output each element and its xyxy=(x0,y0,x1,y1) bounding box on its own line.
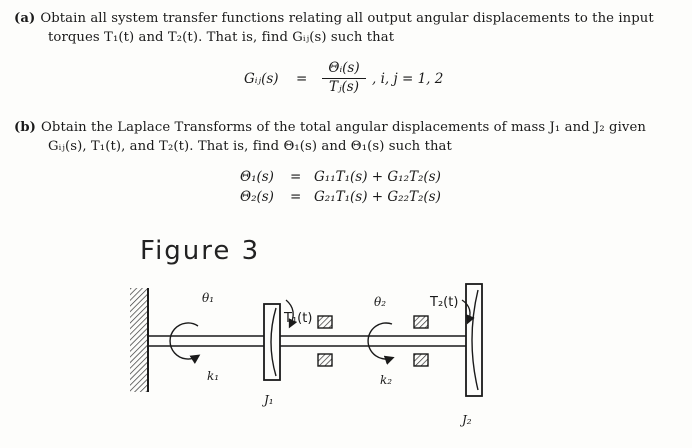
part-a-line1: Obtain all system transfer functions relating all output angular displacements to the input xyxy=(40,11,654,26)
eq-lhs: Gᵢⱼ(s) xyxy=(244,71,279,87)
ground-wall xyxy=(130,288,148,392)
j2-label: J₂ xyxy=(462,413,472,427)
t1-label: T₁(t) xyxy=(284,311,313,326)
eq2-lhs: Θ₂(s) xyxy=(240,189,274,205)
disk-j1-curve xyxy=(271,308,276,376)
eq-numerator: Θᵢ(s) xyxy=(328,60,360,76)
t2-label: T₂(t) xyxy=(430,295,459,310)
eq1-rhs: G₁₁T₁(s) + G₁₂T₂(s) xyxy=(314,169,441,185)
shaft-k1 xyxy=(148,336,264,346)
theta1-arrow xyxy=(170,323,198,359)
bearing-2-bottom xyxy=(414,354,428,366)
eq-denominator: Tⱼ(s) xyxy=(328,79,360,95)
eq-condition: , i, j = 1, 2 xyxy=(372,71,444,87)
shaft-k2 xyxy=(280,336,466,346)
theta2-label: θ₂ xyxy=(374,295,387,309)
part-a-label: (a) xyxy=(14,11,36,26)
disk-j2-curve xyxy=(472,290,478,390)
k1-label: k₁ xyxy=(207,369,220,383)
k2-label: k₂ xyxy=(380,373,393,387)
part-b-label: (b) xyxy=(14,120,37,135)
bearing-1-bottom xyxy=(318,354,332,366)
part-b-line2: Gᵢⱼ(s), T₁(t), and T₂(t). That is, find Θ₁(s) and Θ₁(s) such that xyxy=(48,139,452,154)
eq2-equals: = xyxy=(290,189,302,205)
eq1-equals: = xyxy=(290,169,302,185)
theta1-label: θ₁ xyxy=(202,291,215,305)
disk-j2 xyxy=(466,284,482,396)
j1-label: J₁ xyxy=(264,393,274,407)
figure-title: Figure 3 xyxy=(140,236,261,266)
part-b-line1: Obtain the Laplace Transforms of the total angular displacements of mass J₁ and J₂ given xyxy=(41,120,646,135)
eq-equals: = xyxy=(296,71,308,87)
eq2-rhs: G₂₁T₁(s) + G₂₂T₂(s) xyxy=(314,189,441,205)
part-a-line2: torques T₁(t) and T₂(t). That is, find Gᵢⱼ(s) such that xyxy=(48,30,395,45)
disk-j1 xyxy=(264,304,280,380)
bearing-2-top xyxy=(414,316,428,328)
eq1-lhs: Θ₁(s) xyxy=(240,169,274,185)
bearing-1-top xyxy=(318,316,332,328)
theta2-arrow xyxy=(368,323,392,359)
